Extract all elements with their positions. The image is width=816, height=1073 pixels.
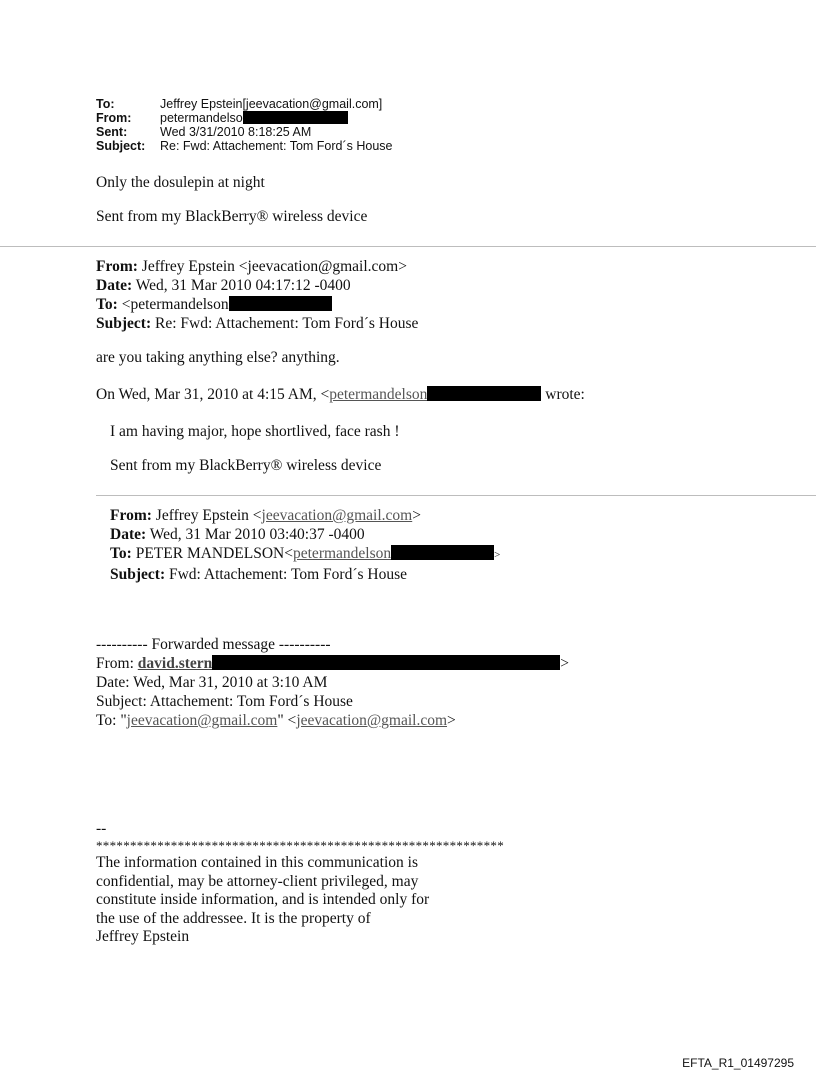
redaction-bar bbox=[427, 386, 541, 401]
forwarded-block bbox=[96, 635, 569, 730]
header-sent-row bbox=[96, 125, 393, 139]
header-from-label: From: bbox=[96, 111, 132, 125]
disclaimer-block bbox=[96, 820, 504, 947]
email-header bbox=[96, 97, 393, 153]
header-from-value: petermandelso bbox=[160, 111, 243, 125]
header-subject-row bbox=[96, 139, 393, 153]
divider-line bbox=[96, 495, 816, 496]
msg3-from-prefix: Jeffrey Epstein < bbox=[155, 507, 262, 524]
header-to-label: To: bbox=[96, 97, 115, 111]
quote-email-link[interactable]: petermandelson bbox=[329, 386, 428, 403]
forwarded-from-label: From: bbox=[96, 655, 138, 672]
disclaimer-stars: ************************************************************ bbox=[96, 838, 504, 853]
redaction-bar bbox=[243, 111, 348, 124]
msg3-to-prefix: PETER MANDELSON< bbox=[135, 545, 293, 562]
reply-signature: Sent from my BlackBerry® wireless device bbox=[96, 208, 368, 225]
forwarded-subject: Subject: Attachement: Tom Ford´s House bbox=[96, 693, 353, 710]
disclaimer-line: the use of the addressee. It is the property of bbox=[96, 909, 371, 927]
forwarded-to-mid: " < bbox=[277, 712, 297, 729]
reply-body: Only the dosulepin at night bbox=[96, 174, 265, 191]
msg2-subject-label: Subject: bbox=[96, 315, 152, 332]
header-sent-label: Sent: bbox=[96, 125, 128, 139]
msg3-to-suffix: > bbox=[494, 549, 501, 561]
disclaimer-line: The information contained in this communication is bbox=[96, 854, 418, 871]
msg3-from-link[interactable]: jeevacation@gmail.com bbox=[261, 507, 413, 524]
redaction-bar bbox=[391, 545, 494, 560]
msg3-date-label: Date: bbox=[110, 526, 147, 543]
msg3-date-row bbox=[110, 525, 500, 544]
forwarded-from-row bbox=[96, 654, 569, 673]
msg3-from-suffix: > bbox=[412, 507, 421, 524]
quote-suffix: wrote: bbox=[545, 386, 585, 403]
msg3-subject-value: Fwd: Attachement: Tom Ford´s House bbox=[168, 566, 407, 583]
msg2-date-label: Date: bbox=[96, 277, 133, 294]
quoted-signature: Sent from my BlackBerry® wireless device bbox=[110, 457, 382, 474]
msg2-to-label: To: bbox=[96, 296, 118, 313]
header-to-value: Jeffrey Epstein[jeevacation@gmail.com] bbox=[160, 97, 383, 111]
disclaimer-line: Jeffrey Epstein bbox=[96, 928, 190, 945]
msg3-header bbox=[110, 506, 500, 584]
forwarded-to-prefix: To: " bbox=[96, 712, 127, 729]
forwarded-from-suffix: > bbox=[560, 655, 570, 672]
quoted-body: I am having major, hope shortlived, face rash ! bbox=[110, 423, 400, 440]
disclaimer-line: confidential, may be attorney-client privileged, may bbox=[96, 872, 419, 890]
forwarded-to-suffix: > bbox=[447, 712, 456, 729]
msg2-quote-line bbox=[96, 386, 585, 404]
msg2-to-value: <petermandelson bbox=[121, 296, 229, 313]
msg2-subject-value: Re: Fwd: Attachement: Tom Ford´s House bbox=[154, 315, 419, 332]
header-subject-value: Re: Fwd: Attachement: Tom Ford´s House bbox=[160, 139, 393, 153]
header-from-row bbox=[96, 111, 393, 125]
forwarded-to-link-2[interactable]: jeevacation@gmail.com bbox=[296, 712, 448, 729]
msg3-date-value: Wed, 31 Mar 2010 03:40:37 -0400 bbox=[149, 526, 365, 543]
msg2-header bbox=[96, 257, 418, 333]
msg2-from-value: Jeffrey Epstein <jeevacation@gmail.com> bbox=[141, 258, 407, 275]
forwarded-to-link-1[interactable]: jeevacation@gmail.com bbox=[126, 712, 278, 729]
divider-line bbox=[0, 246, 816, 247]
msg3-subject-row bbox=[110, 565, 500, 584]
msg2-date-value: Wed, 31 Mar 2010 04:17:12 -0400 bbox=[135, 277, 351, 294]
msg3-to-label: To: bbox=[110, 545, 132, 562]
disclaimer-line: constitute inside information, and is intended only for bbox=[96, 891, 430, 908]
document-id: EFTA_R1_01497295 bbox=[682, 1056, 794, 1070]
msg2-date-row bbox=[96, 276, 418, 295]
header-to-row bbox=[96, 97, 393, 111]
msg3-from-row bbox=[110, 506, 500, 525]
forwarded-divider: ---------- Forwarded message ---------- bbox=[96, 636, 331, 653]
msg2-from-label: From: bbox=[96, 258, 138, 275]
msg3-to-link[interactable]: petermandelson bbox=[293, 545, 392, 562]
disclaimer-dash: -- bbox=[96, 820, 107, 837]
msg2-to-row bbox=[96, 295, 418, 314]
quote-prefix: On Wed, Mar 31, 2010 at 4:15 AM, < bbox=[96, 386, 330, 403]
msg2-body: are you taking anything else? anything. bbox=[96, 349, 340, 366]
msg3-subject-label: Subject: bbox=[110, 566, 166, 583]
redaction-bar bbox=[212, 655, 560, 670]
msg3-from-label: From: bbox=[110, 507, 152, 524]
redaction-bar bbox=[229, 296, 332, 311]
forwarded-from-link[interactable]: david.stern bbox=[137, 655, 213, 672]
forwarded-date: Date: Wed, Mar 31, 2010 at 3:10 AM bbox=[96, 674, 328, 691]
header-sent-value: Wed 3/31/2010 8:18:25 AM bbox=[160, 125, 312, 139]
forwarded-to-row bbox=[96, 711, 569, 730]
header-subject-label: Subject: bbox=[96, 139, 146, 153]
msg2-subject-row bbox=[96, 314, 418, 333]
msg2-from-row bbox=[96, 257, 418, 276]
msg3-to-row bbox=[110, 544, 500, 565]
